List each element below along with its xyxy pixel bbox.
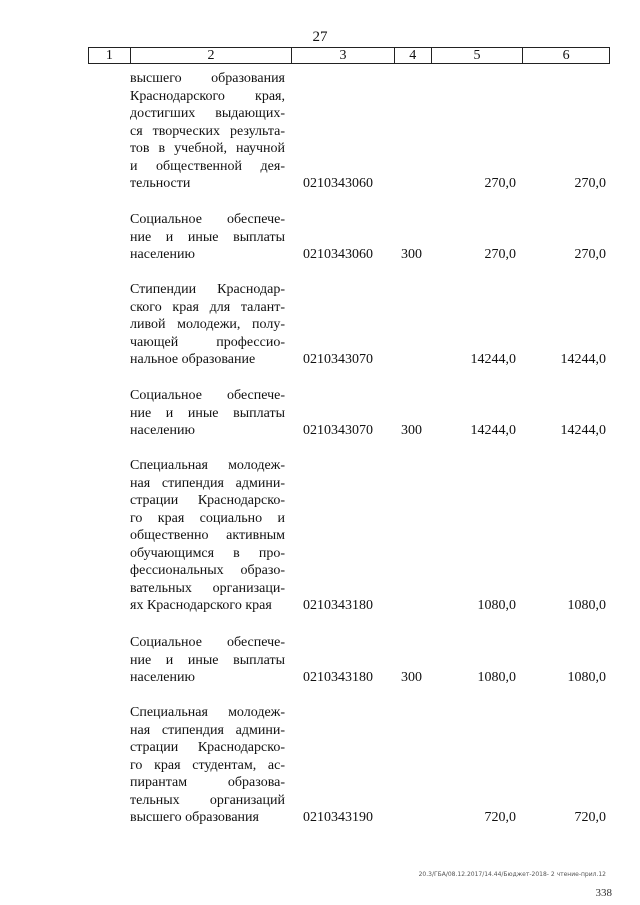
- description-line: Социальное обеспече-: [130, 212, 285, 227]
- footer-sheet-number: 338: [595, 887, 612, 899]
- description-line: Социальное обеспече-: [130, 388, 285, 403]
- description-line: ние и иные выплаты: [130, 405, 285, 421]
- description-line: страции Краснодарско-: [130, 493, 285, 508]
- page-number: 27: [312, 29, 328, 45]
- description-line: чающей профессио-: [130, 334, 285, 350]
- row-expense-type: 300: [401, 423, 422, 438]
- row-expense-type: 300: [401, 670, 422, 685]
- row-value-col5: 720,0: [484, 810, 516, 825]
- row-value-col5: 270,0: [484, 176, 516, 191]
- row-value-col6: 14244,0: [560, 423, 606, 438]
- table-header: [88, 47, 610, 64]
- header-col-5: 5: [432, 48, 524, 63]
- row-value-col5: 1080,0: [477, 670, 516, 685]
- description-line: го края социально и: [130, 510, 285, 526]
- description-line: Стипендии Краснодар-: [130, 282, 285, 297]
- row-description: [130, 387, 285, 440]
- header-col-1: 1: [89, 48, 131, 63]
- row-description: [130, 634, 285, 687]
- footer-file-path: 20.3/ГБА/08.12.2017/14.44/Бюджет-2018- 2 чтение-прил.12: [418, 871, 606, 878]
- row-value-col5: 1080,0: [477, 598, 516, 613]
- row-code: 0210343180: [303, 598, 373, 613]
- description-line: го края студентам, ас-: [130, 757, 285, 773]
- row-description: [130, 281, 285, 369]
- description-line: тов в учебной, научной: [130, 141, 285, 156]
- header-col-6: 6: [562, 48, 570, 63]
- description-line: ся творческих результа-: [130, 123, 285, 139]
- description-line: общественно активным: [130, 528, 285, 543]
- description-line: Специальная молодеж-: [130, 458, 285, 473]
- description-line: страции Краснодарско-: [130, 740, 285, 755]
- description-line: ливой молодежи, полу-: [130, 317, 285, 332]
- row-value-col5: 14244,0: [470, 423, 516, 438]
- row-value-col6: 270,0: [574, 176, 606, 191]
- row-value-col5: 270,0: [484, 247, 516, 262]
- description-line: высшего образования: [130, 71, 285, 86]
- description-line: ная стипендия админи-: [130, 475, 285, 491]
- description-line: ях Краснодарского края: [130, 598, 272, 613]
- description-line: обучающимся в про-: [130, 545, 285, 561]
- description-line: Специальная молодеж-: [130, 705, 285, 720]
- description-line: достигших выдающих-: [130, 106, 285, 121]
- row-value-col6: 1080,0: [567, 598, 606, 613]
- row-value-col6: 720,0: [574, 810, 606, 825]
- description-line: Социальное обеспече-: [130, 635, 285, 650]
- row-code: 0210343060: [303, 176, 373, 191]
- description-line: тельности: [130, 176, 191, 191]
- description-line: тельных организаций: [130, 792, 285, 808]
- description-line: и общественной дея-: [130, 158, 285, 174]
- row-code: 0210343070: [303, 352, 373, 367]
- row-description: [130, 704, 285, 827]
- header-col-4: 4: [395, 48, 432, 63]
- row-value-col6: 14244,0: [560, 352, 606, 367]
- row-code: 0210343190: [303, 810, 373, 825]
- description-line: Краснодарского края,: [130, 88, 285, 104]
- row-description: [130, 211, 285, 264]
- description-line: населению: [130, 670, 195, 685]
- description-line: населению: [130, 247, 195, 262]
- row-expense-type: 300: [401, 247, 422, 262]
- description-line: ная стипендия админи-: [130, 722, 285, 738]
- row-value-col6: 270,0: [574, 247, 606, 262]
- row-value-col6: 1080,0: [567, 670, 606, 685]
- description-line: высшего образования: [130, 810, 259, 825]
- header-col-3: 3: [292, 48, 395, 63]
- row-code: 0210343180: [303, 670, 373, 685]
- description-line: фессиональных образо-: [130, 563, 285, 578]
- description-line: населению: [130, 423, 195, 438]
- row-code: 0210343060: [303, 247, 373, 262]
- description-line: вательных организаци-: [130, 580, 285, 596]
- row-description: [130, 457, 285, 615]
- description-line: ние и иные выплаты: [130, 652, 285, 668]
- header-col-2: 2: [131, 48, 292, 63]
- row-code: 0210343070: [303, 423, 373, 438]
- description-line: ние и иные выплаты: [130, 229, 285, 245]
- description-line: пирантам образова-: [130, 775, 285, 790]
- row-description: [130, 70, 285, 193]
- row-value-col5: 14244,0: [470, 352, 516, 367]
- description-line: нальное образование: [130, 352, 256, 367]
- description-line: ского края для талант-: [130, 299, 285, 315]
